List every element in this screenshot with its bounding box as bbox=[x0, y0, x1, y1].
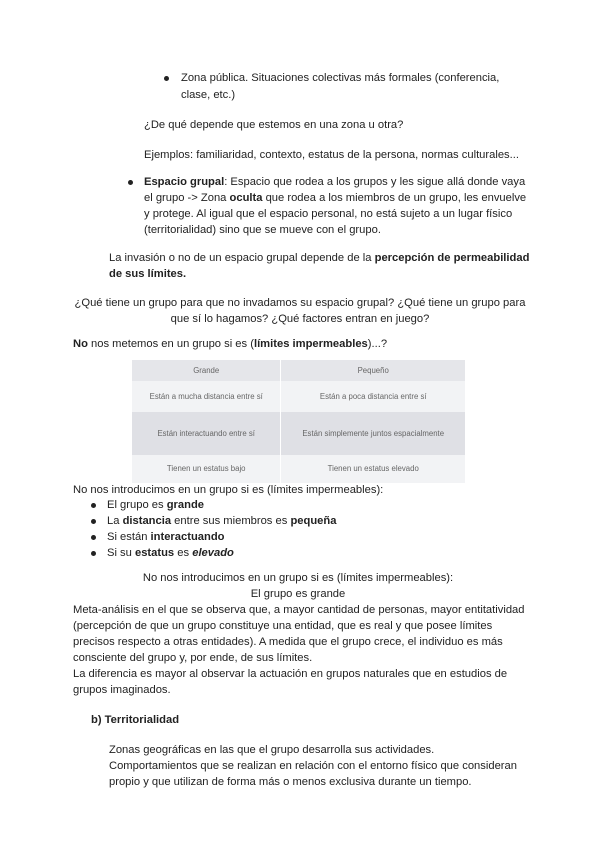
bullet-dot bbox=[91, 503, 96, 508]
bullet-dot bbox=[128, 180, 133, 185]
permeability-table bbox=[132, 360, 466, 483]
table-cell: Tienen un estatus bajo bbox=[132, 455, 281, 483]
espacio-grupal-text: : Espacio que rodea a los grupos y les sigue allá donde vaya bbox=[224, 176, 526, 188]
meta-line-6: grupos imaginados. bbox=[73, 684, 171, 696]
text-bold: pequeña bbox=[290, 515, 337, 527]
bullet-dot bbox=[91, 535, 96, 540]
meta-line-1: Meta-análisis en el que se observa que, a mayor cantidad de personas, mayor entitatividad bbox=[73, 604, 525, 616]
pregunta-zona: ¿De qué depende que estemos en una zona u otra? bbox=[144, 119, 404, 131]
meta-line-2: (percepción de que un grupo constituye una entidad, que es real y que posee límites bbox=[73, 620, 493, 632]
espacio-grupal-line-1 bbox=[144, 174, 525, 190]
table-cell: Tienen un estatus elevado bbox=[281, 455, 466, 483]
bullet-dot bbox=[164, 76, 169, 81]
espacio-grupal-line-3: y protege. Al igual que el espacio personal, no está sujeto a un lugar físico bbox=[144, 208, 513, 220]
table-header-cell: Grande bbox=[132, 360, 281, 381]
text: nos metemos en un grupo si es ( bbox=[87, 338, 254, 350]
bullet-dot bbox=[91, 519, 96, 524]
table-row bbox=[132, 455, 466, 483]
text: Si están bbox=[107, 531, 151, 543]
zona-publica-line-2: clase, etc.) bbox=[181, 89, 236, 101]
pregunta-grupo-line-1: ¿Qué tiene un grupo para que no invadamos su espacio grupal? ¿Qué tiene un grupo para bbox=[74, 297, 526, 309]
zona-publica-text: . Situaciones colectivas más formales (conferencia, bbox=[245, 72, 500, 84]
zona-publica-line-1 bbox=[181, 70, 499, 86]
table-header-row bbox=[132, 360, 466, 381]
table-cell: Están interactuando entre sí bbox=[132, 412, 281, 455]
invasion-line-2: de sus límites. bbox=[109, 268, 187, 280]
list-item bbox=[107, 529, 225, 545]
text: El grupo es bbox=[107, 499, 167, 511]
text: La bbox=[107, 515, 123, 527]
centered-line-2: El grupo es grande bbox=[250, 588, 346, 600]
no-metemos bbox=[73, 336, 387, 352]
centered-line-1: No nos introducimos en un grupo si es (límites impermeables): bbox=[142, 572, 454, 584]
text: es bbox=[174, 547, 193, 559]
text-bold: estatus bbox=[134, 547, 175, 559]
text: )...? bbox=[367, 338, 388, 350]
table-cell: Están a poca distancia entre sí bbox=[281, 381, 466, 412]
text-bold: No bbox=[73, 338, 88, 350]
table-cell: Están simplemente juntos espacialmente bbox=[281, 412, 466, 455]
espacio-grupal-label: Espacio grupal bbox=[144, 176, 225, 188]
meta-line-3: precisos respecto a otras entidades). A medida que el grupo crece, el individuo es más bbox=[73, 636, 503, 648]
ejemplos: Ejemplos: familiaridad, contexto, estatus de la persona, normas culturales... bbox=[144, 149, 519, 161]
text-bold: interactuando bbox=[150, 531, 225, 543]
table-cell: Están a mucha distancia entre sí bbox=[132, 381, 281, 412]
territorialidad-line-1: Zonas geográficas en las que el grupo desarrolla sus actividades. bbox=[109, 744, 435, 756]
table-row bbox=[132, 412, 466, 455]
list-item bbox=[107, 545, 234, 561]
text-bold: percepción de permeabilidad bbox=[374, 252, 530, 264]
text: Si su bbox=[107, 547, 135, 559]
text: La invasión o no de un espacio grupal depende de la bbox=[109, 252, 375, 264]
text-bold: oculta bbox=[229, 192, 263, 204]
pregunta-grupo-line-2: que sí lo hagamos? ¿Qué factores entran en juego? bbox=[170, 313, 430, 325]
text-bold-italic: elevado bbox=[192, 547, 234, 559]
text-bold: límites impermeables bbox=[253, 338, 368, 350]
espacio-grupal-line-4: (territorialidad) sino que se mueve con el grupo. bbox=[144, 224, 381, 236]
text-bold: grande bbox=[166, 499, 205, 511]
zona-publica-label: Zona pública bbox=[181, 72, 246, 84]
territorialidad-line-3: propio y que utilizan de forma más o menos exclusiva durante un tiempo. bbox=[109, 776, 472, 788]
table-row bbox=[132, 381, 466, 412]
no-introducimos-title: No nos introducimos en un grupo si es (límites impermeables): bbox=[73, 484, 384, 496]
invasion-line-1 bbox=[109, 250, 529, 266]
territorialidad-line-2: Comportamientos que se realizan en relación con el entorno físico que consideran bbox=[109, 760, 517, 772]
list-item bbox=[107, 497, 204, 513]
espacio-grupal-line-2 bbox=[144, 190, 526, 206]
territorialidad-heading: b) Territorialidad bbox=[91, 714, 180, 726]
meta-line-5: La diferencia es mayor al observar la actuación en grupos naturales que en estudios de bbox=[73, 668, 508, 680]
bullet-dot bbox=[91, 551, 96, 556]
table-header-cell: Pequeño bbox=[281, 360, 466, 381]
list-item bbox=[107, 513, 336, 529]
text: el grupo -> Zona bbox=[144, 192, 230, 204]
meta-line-4: consciente del grupo y, por ende, de sus límites. bbox=[73, 652, 313, 664]
text: entre sus miembros es bbox=[171, 515, 291, 527]
text: que rodea a los miembros de un grupo, les envuelve bbox=[262, 192, 527, 204]
text-bold: distancia bbox=[122, 515, 172, 527]
